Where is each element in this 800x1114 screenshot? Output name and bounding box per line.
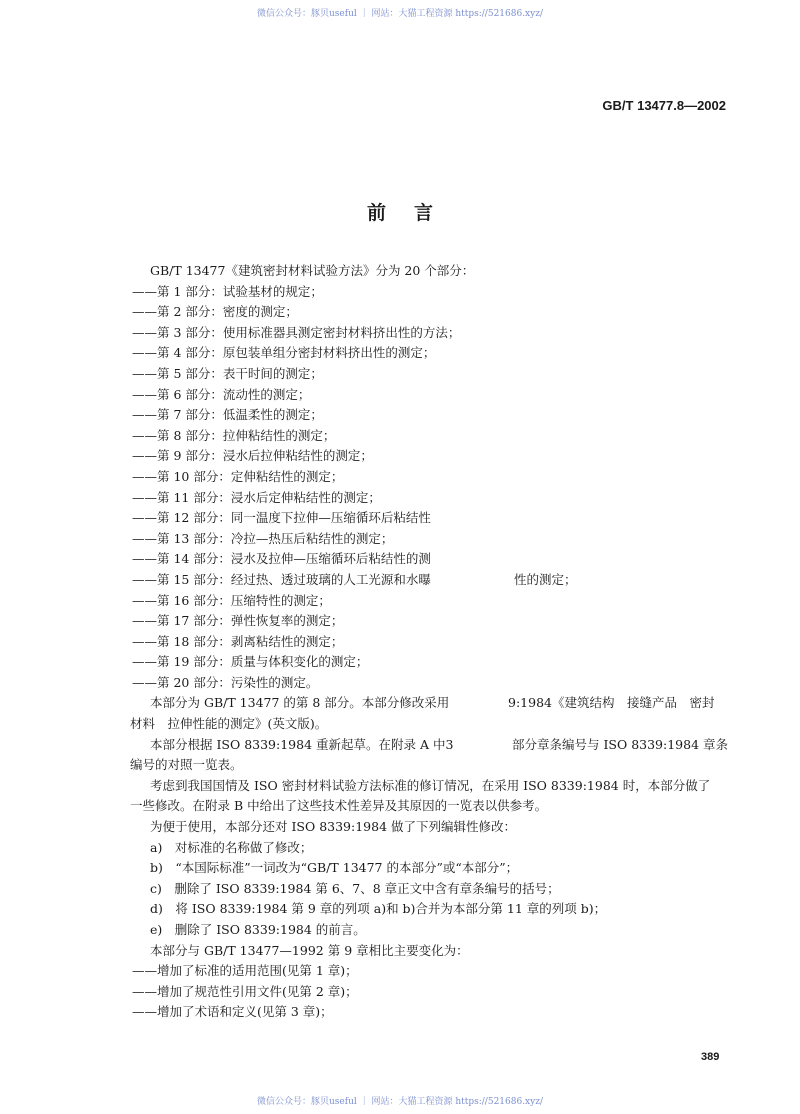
list-item: ——第 5 部分：表干时间的测定；: [132, 365, 323, 381]
document-body: [130, 261, 732, 1023]
edit-item: e) 删除了 ISO 8339:1984 的前言。: [150, 922, 366, 937]
list-item: ——第 8 部分：拉伸粘结性的测定；: [132, 427, 336, 443]
change-item: ——增加了标准的适用范围(见第 1 章)；: [132, 963, 358, 979]
paragraph-cont: 材料 拉伸性能的测定》(英文版)。: [130, 716, 328, 732]
list-item: ——第 10 部分：定伸粘结性的测定；: [132, 468, 344, 484]
paragraph-text: 本部分为 GB/T 13477 的第 8 部分。本部分修改采用: [150, 695, 450, 711]
list-item-tail: 性的测定；: [514, 571, 577, 587]
list-item: ——第 3 部分：使用标准器具测定密封材料挤出性的方法；: [132, 324, 461, 340]
intro-paragraph: GB/T 13477《建筑密封材料试验方法》分为 20 个部分：: [150, 263, 475, 278]
paragraph-text: 9:1984《建筑结构 接缝产品 密封: [508, 695, 715, 711]
change-item: ——增加了术语和定义(见第 3 章)；: [132, 1004, 333, 1020]
paragraph-text: 部分章条编号与 ISO 8339:1984 章条: [512, 736, 729, 752]
list-item: ——第 11 部分：浸水后定伸粘结性的测定；: [132, 489, 381, 505]
list-item: ——第 7 部分：低温柔性的测定；: [132, 407, 323, 423]
list-item: ——第 12 部分：同一温度下拉伸—压缩循环后粘结性: [132, 510, 431, 526]
list-item: ——第 20 部分：污染性的测定。: [132, 674, 319, 690]
standard-code: GB/T 13477.8—2002: [602, 98, 726, 113]
list-item: ——第 2 部分：密度的测定；: [132, 304, 298, 320]
list-item: ——第 6 部分：流动性的测定；: [132, 386, 311, 402]
list-item: ——第 16 部分：压缩特性的测定；: [132, 592, 331, 608]
paragraph-text: 本部分根据 ISO 8339:1984 重新起草。在附录 A 中3: [150, 736, 454, 752]
edit-item: a) 对标准的名称做了修改；: [150, 839, 313, 855]
watermark-top: 微信公众号：豚贝useful ｜ 网站：大猫工程资源 https://521686.xyz/: [257, 9, 543, 19]
list-item: ——第 9 部分：浸水后拉伸粘结性的测定；: [132, 448, 373, 464]
list-item: ——第 1 部分：试验基材的规定；: [132, 283, 323, 299]
paragraph: 考虑到我国国情及 ISO 密封材料试验方法标准的修订情况，在采用 ISO 8339:1984 时，本部分做了: [150, 777, 711, 793]
list-item: ——第 14 部分：浸水及拉伸—压缩循环后粘结性的测: [132, 551, 431, 567]
paragraph: [130, 693, 732, 714]
paragraph-cont: 一些修改。在附录 B 中给出了这些技术性差异及其原因的一览表以供参考。: [130, 798, 548, 814]
list-item: ——第 19 部分：质量与体积变化的测定；: [132, 654, 369, 670]
list-item: [130, 570, 732, 591]
edit-item: c) 删除了 ISO 8339:1984 第 6、7、8 章正文中含有章条编号的括号；: [150, 880, 560, 896]
page-number: 389: [701, 1051, 720, 1063]
edit-item: d) 将 ISO 8339:1984 第 9 章的列项 a)和 b)合并为本部分第 11 章的列项 b)；: [150, 901, 607, 917]
change-item: ——增加了规范性引用文件(见第 2 章)；: [132, 983, 358, 999]
paragraph: 为便于使用，本部分还对 ISO 8339:1984 做了下列编辑性修改：: [150, 819, 517, 835]
watermark-bottom: 微信公众号：豚贝useful ｜ 网站：大猫工程资源 https://521686.xyz/: [257, 1097, 543, 1107]
paragraph: 本部分与 GB/T 13477—1992 第 9 章相比主要变化为：: [150, 942, 469, 958]
list-item: ——第 17 部分：弹性恢复率的测定；: [132, 613, 344, 629]
list-item: ——第 18 部分：剥离粘结性的测定；: [132, 633, 344, 649]
list-item: ——第 13 部分：冷拉—热压后粘结性的测定；: [132, 530, 394, 546]
list-item-text: ——第 15 部分：经过热、透过玻璃的人工光源和水曝: [132, 571, 431, 587]
paragraph: [130, 735, 732, 756]
paragraph-cont: 编号的对照一览表。: [130, 757, 243, 773]
page-title: 前言: [366, 202, 461, 224]
edit-item: b) “本国际标准”一词改为“GB/T 13477 的本部分”或“本部分”；: [150, 860, 519, 876]
list-item: ——第 4 部分：原包装单组分密封材料挤出性的测定；: [132, 345, 436, 361]
